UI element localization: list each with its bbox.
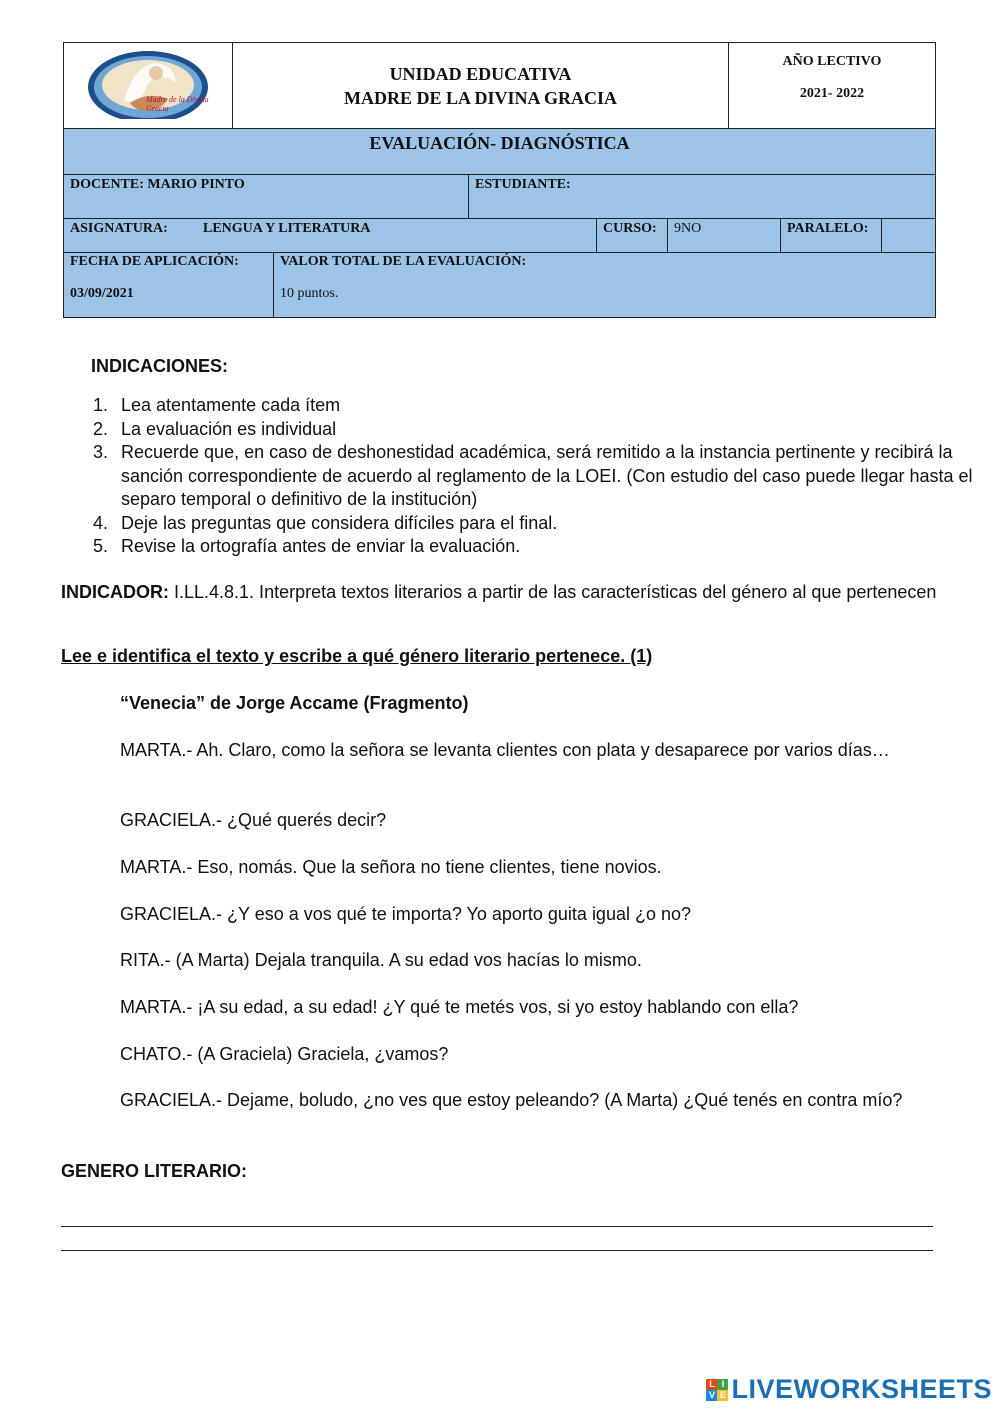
dialogue-line: RITA.- (A Marta) Dejala tranquila. A su edad vos hacías lo mismo.: [120, 950, 642, 970]
course-value-cell: [667, 218, 781, 253]
student-label: ESTUDIANTE:: [475, 177, 571, 192]
course-value: 9NO: [674, 221, 702, 236]
school-name-cell: [232, 42, 729, 129]
instructions-title: INDICACIONES:: [91, 356, 229, 376]
work-title: “Venecia” de Jorge Accame (Fragmento): [120, 693, 469, 713]
liveworksheets-logo: [706, 1374, 992, 1405]
course-label-cell: [596, 218, 668, 253]
evaluation-title-row: [63, 128, 936, 175]
question-prompt: Lee e identifica el texto y escribe a qué género literario pertenece. (1): [61, 646, 653, 666]
list-item: 2. La evaluación es individual: [113, 418, 973, 442]
parallel-label: PARALELO:: [787, 221, 869, 236]
answer-label: GENERO LITERARIO:: [61, 1161, 248, 1181]
school-name-line2: MADRE DE LA DIVINA GRACIA: [343, 87, 618, 108]
logo-caption: Madre de la Divina Gracia: [146, 95, 209, 113]
date-label: FECHA DE APLICACIÓN:: [70, 254, 239, 269]
list-item: 3. Recuerde que, en caso de deshonestidad académica, será remitido a la instancia pertinente y recibirá la sanción correspondiente de acuerdo al reglamento de la LOEI. (Con estudio del caso puede llegar hasta el separo temporal o definitivo de la institución): [113, 441, 973, 512]
total-value-label: VALOR TOTAL DE LA EVALUACIÓN:: [280, 254, 527, 269]
dialogue-line: CHATO.- (A Graciela) Graciela, ¿vamos?: [120, 1044, 449, 1064]
total-value: 10 puntos.: [280, 286, 339, 301]
answer-line[interactable]: [61, 1226, 933, 1227]
list-item: 5. Revise la ortografía antes de enviar la evaluación.: [113, 535, 973, 559]
dialogue-line: MARTA.- ¡A su edad, a su edad! ¿Y qué te metés vos, si yo estoy hablando con ella?: [120, 997, 799, 1017]
school-year-cell: [728, 42, 936, 129]
logo-cell: [63, 42, 233, 129]
date-value: 03/09/2021: [70, 286, 134, 301]
subject-cell: [63, 218, 597, 253]
dialogue-line: GRACIELA.- ¿Y eso a vos qué te importa? Yo aporto guita igual ¿o no?: [120, 904, 692, 924]
indicator-text: I.LL.4.8.1. Interpreta textos literarios a partir de las características del género al que pertenecen: [169, 582, 937, 602]
parallel-label-cell: [780, 218, 882, 253]
date-cell: [63, 252, 274, 318]
total-value-cell: [273, 252, 936, 318]
liveworksheets-badge-icon: L I V E: [706, 1379, 728, 1401]
instructions-list: [83, 394, 973, 559]
indicator: [61, 580, 941, 604]
subject-value: LENGUA Y LITERATURA: [203, 221, 371, 236]
course-label: CURSO:: [603, 221, 657, 236]
dialogue-line: MARTA.- Eso, nomás. Que la señora no tiene clientes, tiene novios.: [120, 857, 662, 877]
parallel-value-cell[interactable]: [881, 218, 936, 253]
list-item: 4. Deje las preguntas que considera difíciles para el final.: [113, 512, 973, 536]
indicator-label: INDICADOR:: [61, 582, 169, 602]
dialogue-line: GRACIELA.- ¿Qué querés decir?: [120, 810, 387, 830]
teacher-cell: [63, 174, 469, 219]
teacher-label: DOCENTE: MARIO PINTO: [70, 177, 245, 192]
school-logo-icon: [64, 43, 232, 128]
school-name-line1: UNIDAD EDUCATIVA: [389, 63, 572, 84]
dialogue-line: MARTA.- Ah. Claro, como la señora se levanta clientes con plata y desaparece por varios días…: [120, 740, 890, 760]
school-year-label: AÑO LECTIVO: [782, 54, 882, 69]
school-year-value: 2021- 2022: [799, 86, 865, 101]
liveworksheets-wordmark: LIVEWORKSHEETS: [731, 1374, 992, 1404]
dialogue-line: GRACIELA.- Dejame, boludo, ¿no ves que estoy peleando? (A Marta) ¿Qué tenés en contra mío?: [120, 1090, 903, 1110]
student-cell[interactable]: [468, 174, 936, 219]
subject-label: ASIGNATURA:: [70, 221, 168, 236]
list-item: 1. Lea atentamente cada ítem: [113, 394, 973, 418]
evaluation-title: EVALUACIÓN- DIAGNÓSTICA: [369, 133, 630, 153]
answer-line[interactable]: [61, 1250, 933, 1251]
